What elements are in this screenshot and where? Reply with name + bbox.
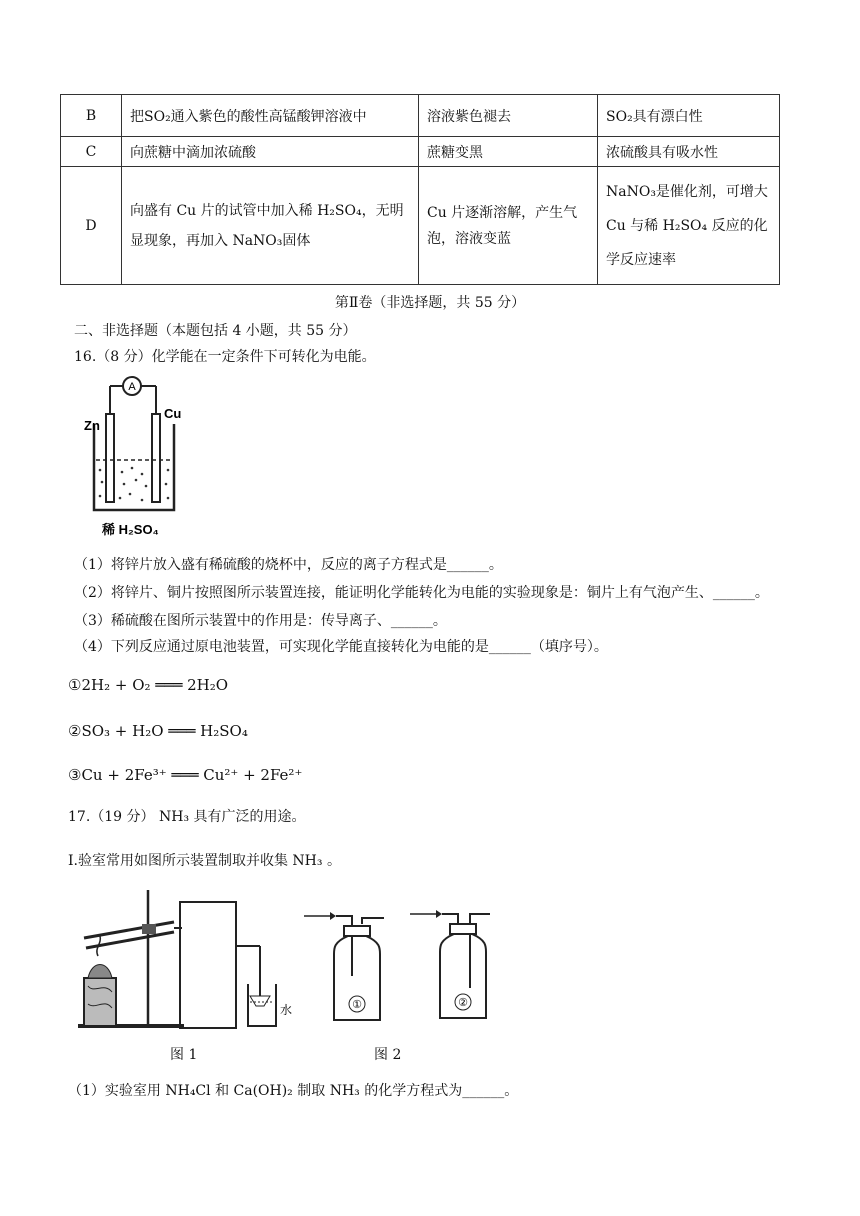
q16-stem: 16.（8 分）化学能在一定条件下可转化为电能。 [74,349,376,365]
row-phenomenon: 蔗糖变黑 [419,137,598,167]
figure-2-caption: 图 2 [374,1047,402,1063]
figure-1-caption: 图 1 [170,1047,198,1063]
q16-item-3: （3）稀硫酸在图所示装置中的作用是：传导离子、______。 [74,613,447,629]
cu-label: Cu [164,406,182,421]
ammeter-label: A [128,381,136,393]
bottle-2-label: ② [458,996,468,1009]
row-conclusion: NaNO₃是催化剂，可增大 Cu 与稀 H₂SO₄ 反应的化学反应速率 [598,167,780,285]
row-label: C [61,137,122,167]
q17-part1: Ⅰ.验室常用如图所示装置制取并收集 NH₃ 。 [68,853,341,869]
ammonia-apparatus-figure [74,886,304,1034]
q17-stem: 17.（19 分） NH₃ 具有广泛的用途。 [68,809,306,825]
solution-label: 稀 H₂SO₄ [102,522,159,537]
row-phenomenon: 溶液紫色褪去 [419,95,598,137]
zn-label: Zn [84,418,100,433]
options-table [60,94,780,285]
section-heading: 二、非选择题（本题包括 4 小题，共 55 分） [74,323,357,339]
part2-title: 第Ⅱ卷（非选择题，共 55 分） [334,295,526,311]
q16-item-1: （1）将锌片放入盛有稀硫酸的烧杯中，反应的离子方程式是______。 [74,557,503,573]
gas-bottles-figure [300,896,510,1036]
equation-1: ①2H₂ + O₂ ═══ 2H₂O [68,676,229,694]
row-operation: 把SO₂通入紫色的酸性高锰酸钾溶液中 [122,95,419,137]
row-operation: 向盛有 Cu 片的试管中加入稀 H₂SO₄，无明显现象，再加入 NaNO₃固体 [122,167,419,285]
row-label: B [61,95,122,137]
equation-2: ②SO₃ + H₂O ═══ H₂SO₄ [68,722,248,740]
q16-item-4: （4）下列反应通过原电池装置，可实现化学能直接转化为电能的是______（填序号）。 [74,639,608,655]
galvanic-cell-figure [84,374,204,540]
equation-3: ③Cu + 2Fe³⁺ ═══ Cu²⁺ + 2Fe²⁺ [68,766,303,784]
row-operation: 向蔗糖中滴加浓硫酸 [122,137,419,167]
table-row [61,137,780,167]
row-conclusion: 浓硫酸具有吸水性 [598,137,780,167]
table-row [61,167,780,285]
bottle-1-label: ① [352,998,362,1011]
table-row [61,95,780,137]
row-conclusion: SO₂具有漂白性 [598,95,780,137]
row-phenomenon: Cu 片逐渐溶解，产生气泡，溶液变蓝 [419,167,598,285]
q16-item-2: （2）将锌片、铜片按照图所示装置连接，能证明化学能转化为电能的实验现象是：铜片上有气泡产生、______。 [74,585,769,601]
q17-item-1: （1）实验室用 NH₄Cl 和 Ca(OH)₂ 制取 NH₃ 的化学方程式为______。 [68,1083,519,1099]
water-label: 水 [280,1003,293,1017]
row-label: D [61,167,122,285]
